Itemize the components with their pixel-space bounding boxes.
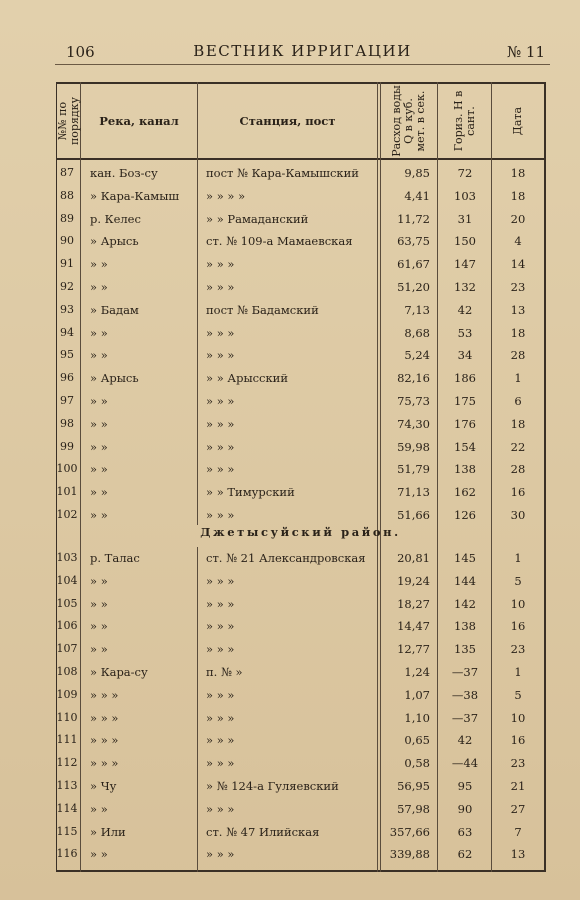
- row-number: 95: [60, 348, 74, 362]
- row-number: 105: [56, 596, 78, 610]
- row-discharge: 74,30: [397, 416, 430, 431]
- row-station: » » »: [206, 394, 235, 408]
- row-horizon: —37: [451, 710, 479, 725]
- row-date: 13: [510, 847, 526, 862]
- table-row: [56, 569, 545, 592]
- row-number: 97: [60, 394, 74, 407]
- row-river: » Кара-су: [90, 665, 148, 679]
- row-number: 101: [56, 485, 78, 499]
- row-number: 100: [56, 462, 78, 476]
- row-discharge: 1,07: [404, 687, 430, 702]
- row-horizon: 145: [454, 551, 476, 565]
- row-station: ст. № 109-а Мамаевская: [206, 234, 353, 249]
- row-discharge: 19,24: [397, 573, 430, 588]
- row-river: » » »: [90, 733, 119, 748]
- header-discharge: Расход воды Q в куб. мет. в сек.: [390, 85, 427, 157]
- row-date: 4: [514, 234, 522, 249]
- row-discharge: 357,66: [389, 824, 430, 839]
- row-river: » Бадам: [90, 302, 139, 317]
- journal-title: ВЕСТНИК ИРРИГАЦИИ: [193, 42, 412, 60]
- header-divider: [56, 158, 545, 160]
- row-river: » »: [90, 801, 108, 816]
- row-station: ст. № 47 Илийская: [206, 824, 320, 839]
- row-date: 16: [510, 619, 526, 634]
- row-date: 30: [510, 508, 526, 522]
- row-number: 115: [56, 824, 78, 838]
- row-river: » Кара-Камыш: [90, 188, 180, 203]
- header-horizon: Гориз. Н в сант.: [451, 90, 477, 152]
- row-date: 21: [510, 779, 526, 793]
- row-river: » »: [90, 619, 108, 634]
- row-station: п. № »: [206, 665, 243, 679]
- row-station: » » »: [206, 573, 235, 588]
- row-date: 5: [514, 687, 522, 702]
- table-row: [56, 592, 545, 615]
- row-discharge: 56,95: [397, 779, 430, 793]
- table-row: [56, 820, 545, 843]
- row-river: » »: [90, 508, 108, 522]
- row-station: » » »: [206, 257, 235, 272]
- row-discharge: 0,58: [404, 756, 430, 771]
- row-river: » Чу: [90, 779, 117, 793]
- row-river: » »: [90, 416, 108, 431]
- row-river: р. Талас: [90, 551, 140, 565]
- row-horizon: 138: [454, 619, 476, 634]
- row-station: » » Арысский: [206, 371, 289, 386]
- row-number: 94: [60, 325, 74, 339]
- table-row: [56, 842, 545, 865]
- row-horizon: —44: [451, 756, 479, 771]
- row-number: 114: [56, 801, 78, 815]
- row-number: 90: [60, 234, 74, 248]
- row-station: » » »: [206, 325, 235, 340]
- row-date: 10: [510, 596, 526, 611]
- row-number: 88: [60, 188, 74, 202]
- row-river: » »: [90, 257, 108, 272]
- row-discharge: 75,73: [397, 394, 430, 408]
- row-number: 109: [56, 687, 78, 701]
- row-horizon: 154: [454, 439, 476, 454]
- row-date: 27: [510, 801, 526, 816]
- row-discharge: 20,81: [397, 551, 430, 565]
- row-station: » » »: [206, 416, 235, 431]
- row-station: » » »: [206, 710, 235, 725]
- row-river: » »: [90, 394, 108, 408]
- row-date: 14: [510, 257, 526, 272]
- row-number: 106: [56, 619, 78, 633]
- row-discharge: 11,72: [397, 211, 430, 226]
- row-discharge: 61,67: [397, 257, 430, 272]
- row-number: 111: [56, 733, 78, 747]
- row-date: 10: [510, 710, 526, 725]
- row-date: 16: [510, 733, 526, 748]
- row-number: 110: [56, 710, 78, 724]
- row-horizon: —37: [451, 665, 479, 679]
- row-discharge: 51,20: [397, 280, 430, 294]
- row-river: » Или: [90, 824, 126, 839]
- row-number: 102: [56, 508, 78, 521]
- table-row: [56, 343, 545, 366]
- row-station: » » »: [206, 642, 235, 657]
- row-number: 107: [56, 642, 78, 656]
- row-discharge: 12,77: [397, 642, 430, 657]
- row-number: 92: [60, 280, 74, 293]
- row-horizon: 42: [457, 733, 473, 748]
- table-row: [56, 389, 545, 412]
- row-number: 112: [56, 756, 78, 770]
- row-discharge: 57,98: [397, 801, 430, 816]
- row-river: » » »: [90, 687, 119, 702]
- row-horizon: 62: [457, 847, 473, 862]
- row-number: 93: [60, 302, 74, 316]
- table-row: [56, 706, 545, 729]
- row-river: » »: [90, 348, 108, 363]
- row-number: 108: [56, 665, 78, 678]
- row-horizon: 72: [457, 166, 473, 180]
- row-horizon: 176: [454, 416, 476, 431]
- row-date: 7: [514, 824, 522, 839]
- row-date: 18: [510, 188, 526, 203]
- row-date: 20: [510, 211, 526, 226]
- row-river: » »: [90, 280, 108, 294]
- row-discharge: 63,75: [397, 234, 430, 249]
- row-discharge: 1,24: [404, 665, 430, 679]
- row-number: 116: [56, 847, 78, 861]
- row-number: 91: [60, 257, 74, 271]
- row-discharge: 18,27: [397, 596, 430, 611]
- row-discharge: 59,98: [397, 439, 430, 454]
- table-row: [56, 660, 545, 683]
- row-horizon: 31: [457, 211, 473, 226]
- header-date: Дата: [511, 106, 524, 136]
- table-row: [56, 275, 545, 298]
- row-horizon: —38: [451, 687, 479, 702]
- table-row: [56, 184, 545, 207]
- row-date: 18: [510, 166, 526, 180]
- row-station: » » »: [206, 756, 235, 771]
- row-discharge: 4,41: [404, 188, 430, 203]
- row-discharge: 0,65: [404, 733, 430, 748]
- table-row: [56, 797, 545, 820]
- table-row: [56, 207, 545, 230]
- row-horizon: 126: [454, 508, 476, 522]
- row-horizon: 142: [454, 596, 476, 611]
- header-num: №№ по порядку: [55, 96, 81, 146]
- row-date: 22: [510, 439, 526, 454]
- row-river: » »: [90, 485, 108, 500]
- row-station: » » »: [206, 508, 235, 522]
- row-station: » » »: [206, 847, 235, 862]
- row-number: 96: [60, 371, 74, 385]
- table-row: [56, 751, 545, 774]
- table-row: [56, 457, 545, 480]
- table-row: [56, 637, 545, 660]
- table-row: [56, 412, 545, 435]
- row-station: пост № Кара-Камышский: [206, 166, 359, 180]
- page-number: 106: [66, 43, 95, 61]
- row-date: 18: [510, 325, 526, 340]
- header-station: Станция, пост: [239, 114, 336, 128]
- data-table: [56, 82, 545, 872]
- table-row: [56, 683, 545, 706]
- table-row: [56, 728, 545, 751]
- row-number: 113: [56, 779, 78, 792]
- row-number: 89: [60, 211, 74, 225]
- table-bottom-border: [56, 870, 545, 872]
- section-title: Джетысуйский район.: [200, 525, 401, 539]
- row-number: 99: [60, 439, 74, 453]
- row-river: р. Келес: [90, 211, 141, 226]
- row-horizon: 150: [454, 234, 476, 249]
- row-discharge: 71,13: [397, 485, 430, 500]
- table-row: [56, 546, 545, 569]
- issue-number: № 11: [506, 43, 545, 61]
- row-discharge: 7,13: [404, 302, 430, 317]
- row-horizon: 147: [454, 257, 476, 272]
- row-date: 18: [510, 416, 526, 431]
- row-river: » » »: [90, 710, 119, 725]
- row-river: » »: [90, 847, 108, 862]
- row-discharge: 339,88: [389, 847, 430, 862]
- row-river: кан. Боз-су: [90, 166, 158, 180]
- table-row: [56, 298, 545, 321]
- row-river: » »: [90, 642, 108, 657]
- header-river: Река, канал: [99, 114, 179, 128]
- row-station: » » »: [206, 462, 235, 477]
- table-row: [56, 229, 545, 252]
- row-horizon: 53: [457, 325, 473, 340]
- row-station: ст. № 21 Александровская: [206, 551, 366, 565]
- row-station: » » Рамаданский: [206, 211, 309, 226]
- row-station: » № 124-а Гуляевский: [206, 779, 339, 793]
- row-river: » Арысь: [90, 371, 139, 386]
- row-station: » » Тимурский: [206, 485, 295, 500]
- row-station: » » » »: [206, 188, 246, 203]
- header-rule: [55, 64, 550, 65]
- row-horizon: 103: [454, 188, 476, 203]
- row-horizon: 162: [454, 485, 476, 500]
- table-row: [56, 366, 545, 389]
- row-discharge: 14,47: [397, 619, 430, 634]
- row-date: 23: [510, 642, 526, 657]
- row-river: » »: [90, 573, 108, 588]
- row-horizon: 95: [457, 779, 473, 793]
- row-horizon: 135: [454, 642, 476, 657]
- row-discharge: 82,16: [397, 371, 430, 386]
- row-station: » » »: [206, 439, 235, 454]
- row-station: » » »: [206, 619, 235, 634]
- row-station: пост № Бадамский: [206, 302, 319, 317]
- table-row: [56, 252, 545, 275]
- table-row: [56, 321, 545, 344]
- row-river: » »: [90, 325, 108, 340]
- table-row: [56, 614, 545, 637]
- row-station: » » »: [206, 733, 235, 748]
- table-row: [56, 774, 545, 797]
- row-date: 28: [510, 462, 526, 477]
- table-row: [56, 161, 545, 184]
- row-date: 6: [514, 394, 522, 408]
- row-river: » Арысь: [90, 234, 139, 249]
- row-date: 1: [514, 371, 522, 386]
- row-station: » » »: [206, 596, 235, 611]
- row-discharge: 5,24: [404, 348, 430, 363]
- row-horizon: 90: [457, 801, 473, 816]
- row-station: » » »: [206, 280, 235, 294]
- row-date: 28: [510, 348, 526, 363]
- row-date: 1: [514, 551, 522, 565]
- row-number: 87: [60, 166, 74, 179]
- row-horizon: 175: [454, 394, 476, 408]
- row-discharge: 51,79: [397, 462, 430, 477]
- table-row: [56, 480, 545, 503]
- row-river: » »: [90, 462, 108, 477]
- row-horizon: 144: [454, 573, 476, 588]
- row-date: 1: [514, 665, 522, 679]
- row-date: 5: [514, 573, 522, 588]
- row-horizon: 186: [454, 371, 476, 386]
- page-header: [50, 40, 555, 64]
- row-horizon: 132: [454, 280, 476, 294]
- row-station: » » »: [206, 801, 235, 816]
- row-date: 13: [510, 302, 526, 317]
- table-row: [56, 435, 545, 458]
- row-date: 23: [510, 280, 526, 294]
- row-discharge: 8,68: [404, 325, 430, 340]
- row-station: » » »: [206, 687, 235, 702]
- row-station: » » »: [206, 348, 235, 363]
- row-horizon: 138: [454, 462, 476, 477]
- row-number: 103: [56, 551, 78, 564]
- row-date: 23: [510, 756, 526, 771]
- row-discharge: 9,85: [404, 166, 430, 180]
- row-date: 16: [510, 485, 526, 500]
- row-number: 98: [60, 416, 74, 430]
- row-horizon: 63: [457, 824, 473, 839]
- row-horizon: 42: [457, 302, 473, 317]
- row-horizon: 34: [457, 348, 473, 363]
- row-river: » » »: [90, 756, 119, 771]
- row-number: 104: [56, 573, 78, 587]
- row-discharge: 1,10: [404, 710, 430, 725]
- table-row: [56, 503, 545, 526]
- row-river: » »: [90, 439, 108, 454]
- row-discharge: 51,66: [397, 508, 430, 522]
- row-river: » »: [90, 596, 108, 611]
